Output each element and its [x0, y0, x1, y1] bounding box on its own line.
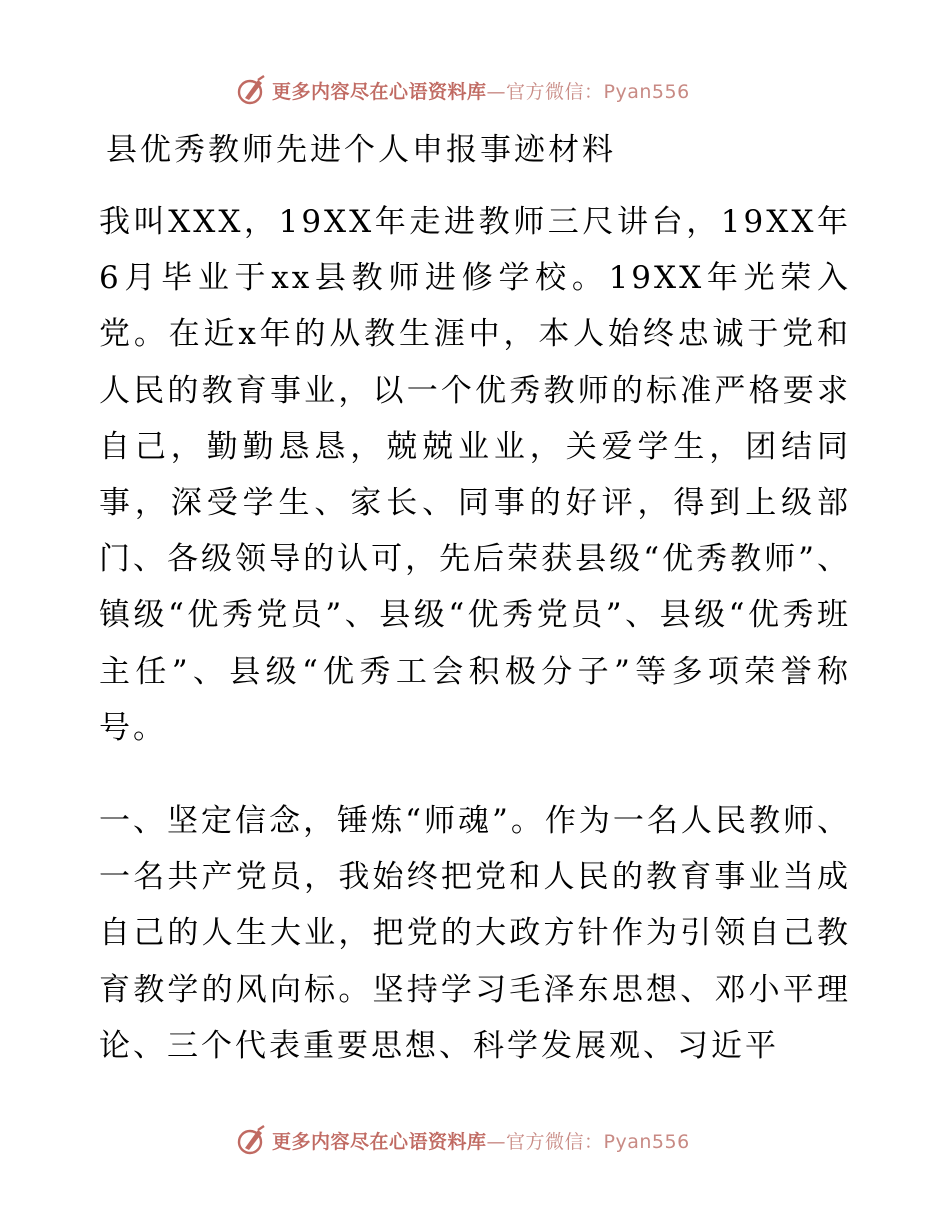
header-watermark-banner — [236, 73, 690, 107]
document-title: 县优秀教师先进个人申报事迹材料 — [106, 132, 616, 168]
watermark-brand: 更多内容尽在心语资料库 — [272, 80, 487, 103]
body-paragraph-intro: 我叫XXX，19XX年走进教师三尺讲台，19XX年6月毕业于xx县教师进修学校。19XX年光荣入党。在近x年的从教生涯中，本人始终忠诚于党和人民的教育事业，以一个优秀教师的标准严格要求自己，勤勤恳恳，兢兢业业，关爱学生，团结同事，深受学生、家长、同事的好评，得到上级部门、各级领导的认可，先后荣获县级“优秀教师”、镇级“优秀党员”、县级“优秀党员”、县级“优秀班主任”、县级“优秀工会积极分子”等多项荣誉称号。 — [99, 204, 851, 746]
quill-logo-icon — [236, 74, 268, 106]
watermark-wechat: 官方微信：Pyan556 — [506, 1130, 690, 1153]
watermark-text — [272, 1127, 690, 1154]
body-paragraph-section-one: 一、坚定信念，锤炼“师魂”。作为一名人民教师、一名共产党员，我始终把党和人民的教育事业当成自己的人生大业，把党的大政方针作为引领自己教育教学的风向标。坚持学习毛泽东思想、邓小平理论、三个代表重要思想、科学发展观、习近平 — [99, 803, 851, 1064]
watermark-separator: — — [486, 80, 507, 103]
watermark-brand: 更多内容尽在心语资料库 — [272, 1130, 487, 1153]
watermark-separator: — — [486, 1130, 507, 1153]
watermark-wechat: 官方微信：Pyan556 — [506, 80, 690, 103]
quill-logo-icon — [236, 1124, 268, 1156]
footer-watermark-banner — [236, 1123, 690, 1157]
watermark-text — [272, 77, 690, 104]
